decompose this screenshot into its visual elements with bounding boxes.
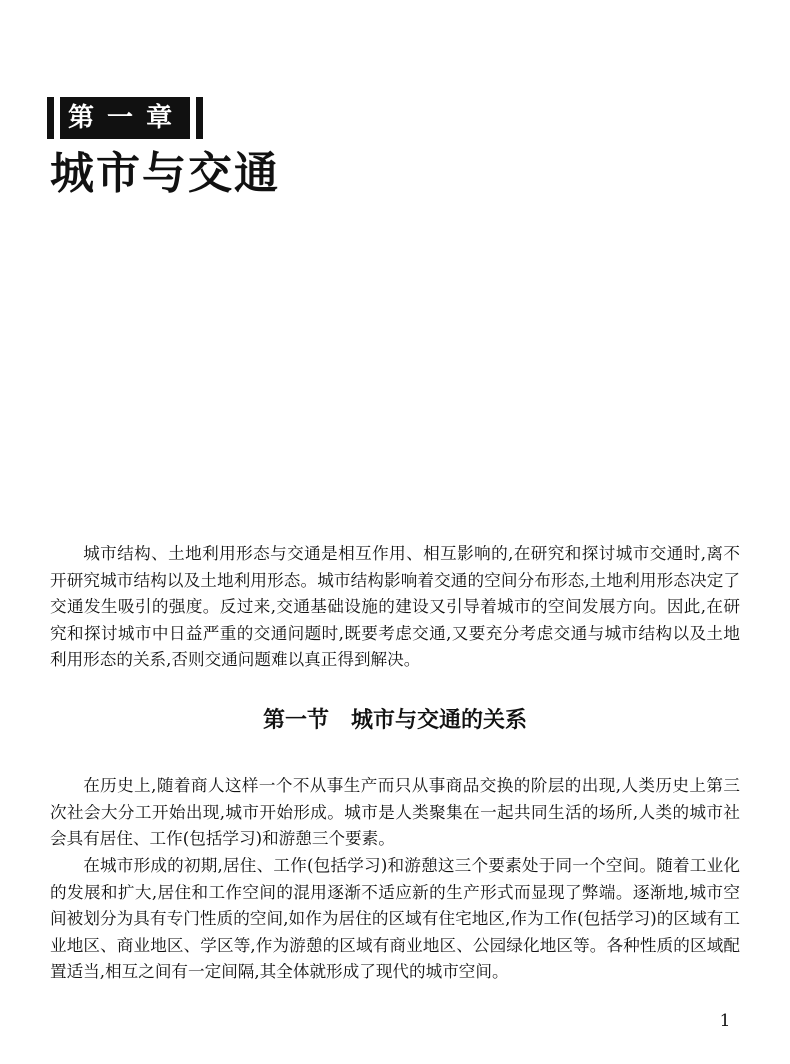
body-paragraph: 在城市形成的初期,居住、工作(包括学习)和游憩这三个要素处于同一个空间。随着工业化的发展和扩大,居住和工作空间的混用逐渐不适应新的生产形式而显现了弊端。逐渐地,城市空间被划分为具有专门性质的空间,如作为居住的区域有住宅地区,作为工作(包括学习)的区域有工业地区、商业地区、学区等,作为游憩的区域有商业地区、公园绿化地区等。各种性质的区域配置适当,相互之间有一定间隔,其全体就形成了现代的城市空间。 bbox=[50, 856, 740, 982]
page-number: 1 bbox=[719, 1011, 731, 1031]
intro-paragraph: 城市结构、土地利用形态与交通是相互作用、相互影响的,在研究和探讨城市交通时,离不开研究城市结构以及土地利用形态。城市结构影响着交通的空间分布形态,土地利用形态决定了交通发生吸引的强度。反过来,交通基础设施的建设又引导着城市的空间发展方向。因此,在研究和探讨城市中日益严重的交通问题时,既要考虑交通,又要充分考虑交通与城市结构以及土地利用形态的关系,否则交通问题难以真正得到解决。 bbox=[50, 544, 740, 670]
chapter-title: 城市与交通 bbox=[50, 148, 280, 199]
body-paragraph: 在历史上,随着商人这样一个不从事生产而只从事商品交换的阶层的出现,人类历史上第三次社会大分工开始出现,城市开始形成。城市是人类聚集在一起共同生活的场所,人类的城市社会具有居住、工作(包括学习)和游憩三个要素。 bbox=[50, 776, 740, 849]
chapter-badge bbox=[47, 97, 203, 139]
chapter-label: 第 一 章 bbox=[60, 97, 190, 139]
section-title: 第一节 城市与交通的关系 bbox=[262, 708, 527, 733]
badge-left-bar bbox=[47, 97, 54, 139]
badge-right-bar bbox=[196, 97, 203, 139]
